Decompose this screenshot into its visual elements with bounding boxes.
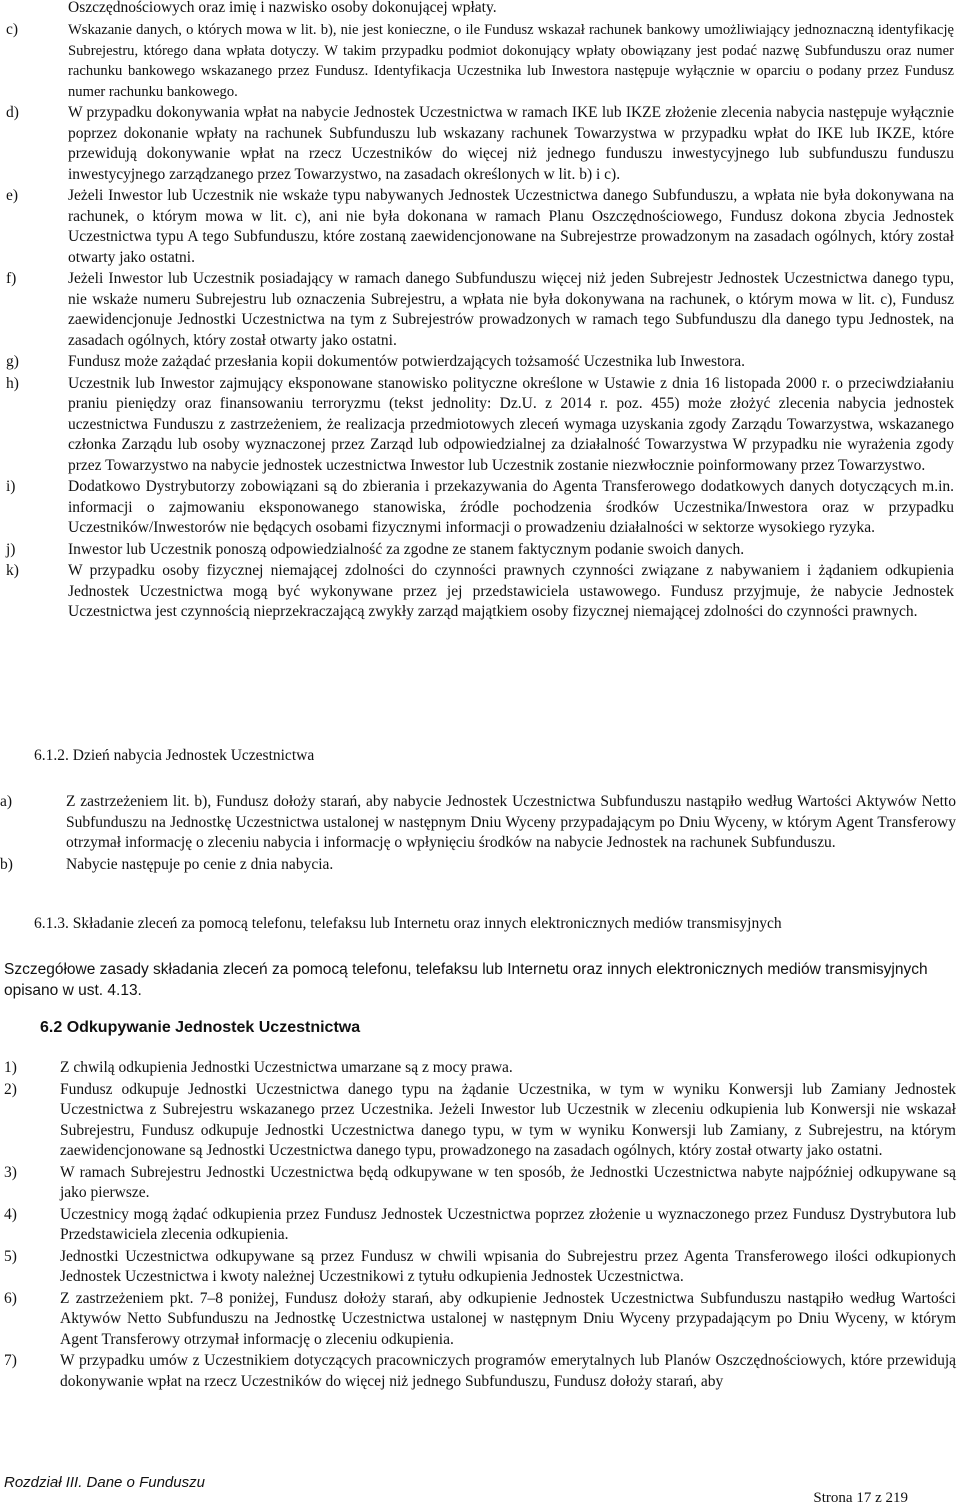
list-item xyxy=(0,1163,960,1204)
paragraph-6-1-3: Szczegółowe zasady składania zleceń za pomocą telefonu, telefaksu lub Internetu oraz innych elektronicznych mediów transmisyjnych opisano w ust. 4.13. xyxy=(4,961,928,999)
list-item-marker: 5) xyxy=(4,1247,17,1265)
heading-6-1-3: 6.1.3. Składanie zleceń za pomocą telefonu, telefaksu lub Internetu oraz innych elektronicznych mediów transmisyjnych xyxy=(34,915,782,932)
list-item-marker: d) xyxy=(6,104,19,121)
list-item xyxy=(0,186,960,268)
list-item xyxy=(0,1205,960,1246)
list-item-text: Inwestor lub Uczestnik ponoszą odpowiedzialność za zgodne ze stanem faktycznym podanie swoich danych. xyxy=(68,540,745,558)
heading-6-2: 6.2 Odkupywanie Jednostek Uczestnictwa xyxy=(40,1019,361,1036)
list-item-text: Jednostki Uczestnictwa odkupywane są przez Fundusz w chwili wpisania do Subrejestru przez Agenta Transferowego ilości odkupionych Jednostek Uczestnictwa i kwoty należnej Uczestnikowi z tytułu odkupienia Jednostek Uczestnictwa. xyxy=(60,1247,956,1285)
list-item-text: W ramach Subrejestru Jednostki Uczestnictwa będą odkupywane w ten sposób, że Jednostki Uczestnictwa nabyte najpóźniej odkupywane są jako pierwsze. xyxy=(60,1163,956,1201)
list-item xyxy=(0,1058,960,1079)
list-item-text: Fundusz odkupuje Jednostki Uczestnictwa danego typu na żądanie Uczestnika, w tym w wyniku Konwersji lub Zamiany Jednostek Uczestnictwa z Subrejestru wskazanego przez Uczestnika. Jeżeli Inwestor lub Uczestnik w zleceniu odkupienia lub Konwersji nie wskazał Subrejestru, Fundusz odkupuje Jednostki Uczestnictwa danego typu, w tym w wyniku Konwersji lub Zamiany, z Subrejestru, na którym zaewidencjonowane są Jednostki Uczestnictwa danego typu, prowadzonego na zasadach ogólnych, który został otwarty jako ostatni. xyxy=(60,1080,956,1159)
list-item-text: W przypadku umów z Uczestnikiem dotyczących pracowniczych programów emerytalnych lub Planów Oszczędnościowych, które przewidują dokonywanie wpłat na rzecz Uczestników do więcej niż jednego Subfunduszu, Fundusz dołoży starań, aby xyxy=(60,1352,956,1390)
list-item xyxy=(0,792,960,854)
list-6-2 xyxy=(0,1058,960,1393)
list-item-text: Wskazanie danych, o których mowa w lit. b), nie jest konieczne, o ile Fundusz wskazał rachunek bankowy umożliwiający jednoznaczną identyfikację Subrejestru, którego dana wpłata dotyczy. W takim przypadku podmiot dokonujący wpłaty obowiązany jest podać nazwę Subfunduszu oraz numer rachunku bankowego wskazanego przez Fundusz. Identyfikacja Uczestnika lub Inwestora następuje wyłącznie w oparciu o podany przez Fundusz numer rachunku bankowego. xyxy=(68,22,954,100)
list-item-marker: c) xyxy=(6,21,19,38)
list-item-text: Z chwilą odkupienia Jednostki Uczestnictwa umarzane są z mocy prawa. xyxy=(60,1059,513,1076)
list-item-text: Uczestnik lub Inwestor zajmujący eksponowane stanowisko polityczne określone w Ustawie z dnia 16 listopada 2000 r. o przeciwdziałaniu praniu pieniędzy oraz finansowaniu terroryzmu (tekst jednolity: Dz.U. z 2014 r. poz. 455) może złożyć zlecenia nabycia jednostek uczestnictwa Funduszu z zastrzeżeniem, że realizacja przedmiotowych zleceń wymaga uzyskania zgody Zarządu Towarzystwa, wskazanego członka Zarządu lub osoby wyznaczonej przez Zarząd lub odpowiedzialnej za działalność Towarzystwa W przypadku nie wyrażenia zgody przez Towarzystwo na nabycie jednostek uczestnictwa Inwestor lub Uczestnik zostanie niezwłocznie poinformowany przez Towarzystwo. xyxy=(68,374,954,474)
list-item xyxy=(0,540,960,561)
list-item xyxy=(0,561,960,623)
list-item-text: Uczestnicy mogą żądać odkupienia przez Fundusz Jednostek Uczestnictwa poprzez złożenie u wyznaczonego przez Fundusz Dystrybutora lub Przedstawiciela zlecenia odkupienia. xyxy=(60,1205,956,1243)
list-item xyxy=(0,855,960,876)
list-item-marker: i) xyxy=(6,478,16,495)
list-item-marker: 4) xyxy=(4,1205,17,1223)
list-item-text: Z zastrzeżeniem pkt. 7–8 poniżej, Fundusz dołoży starań, aby odkupienie Jednostek Uczestnictwa Subfunduszu nastąpiło według Wartości Aktywów Netto Subfunduszu na Jednostkę Uczestnictwa ustalonej w następnym Dniu Wyceny przypadającym po Dniu Wyceny, w którym Agent Transferowy otrzymał informację o zleceniu odkupienia. xyxy=(60,1289,956,1348)
list-item-text: Z zastrzeżeniem lit. b), Fundusz dołoży starań, aby nabycie Jednostek Uczestnictwa Subfunduszu nastąpiło według Wartości Aktywów Netto Subfunduszu na Jednostkę Uczestnictwa ustalonej w następnym Dniu Wyceny przypadającym po Dniu Wyceny, w którym Agent Transferowy otrzymał informację o zleceniu nabycia i informację o wpłynięciu środków na nabycie Jednostek na rachunek Subfunduszu. xyxy=(66,793,956,851)
list-item-marker: g) xyxy=(6,353,19,370)
list-item-marker: e) xyxy=(6,187,19,204)
list-item-marker: j) xyxy=(6,540,16,558)
footer-section-title: Rozdział III. Dane o Funduszu xyxy=(4,1474,205,1491)
list-item-marker: b) xyxy=(0,855,13,873)
list-item-text: Jeżeli Inwestor lub Uczestnik nie wskaże typu nabywanych Jednostek Uczestnictwa danego Subfunduszu, a wpłata nie była dokonywana na rachunek, o którym mowa w lit. c), ani nie była dokonana w ramach Planu Oszczędnościowego, Fundusz dokona zbycia Jednostek Uczestnictwa typu A tego Subfunduszu, które zostaną zaewidencjonowane na Subrejestrze prowadzonym na zasadach ogólnych, który został otwarty jako ostatni. xyxy=(68,187,954,266)
heading-6-1-2: 6.1.2. Dzień nabycia Jednostek Uczestnictwa xyxy=(34,747,315,764)
list-item xyxy=(0,477,960,539)
list-item-marker: h) xyxy=(6,374,19,392)
list-lettered-top xyxy=(0,20,960,624)
list-item-text: Dodatkowo Dystrybutorzy zobowiązani są do zbierania i przekazywania do Agenta Transferowego dodatkowych danych dotyczących m.in. informacji o zajmowaniu eksponowanego stanowiska, źródle pochodzenia środków Uczestnika/Inwestora oraz w przypadku Uczestników/Inwestorów nie będących osobami fizycznymi informacji o prowadzeniu działalności w sektorze wysokiego ryzyka. xyxy=(68,478,954,536)
list-item-marker: 6) xyxy=(4,1289,17,1307)
list-item-text: W przypadku dokonywania wpłat na nabycie Jednostek Uczestnictwa w ramach IKE lub IKZE złożenie zlecenia nabycia następuje wyłącznie poprzez dokonanie wpłaty na rachunek Subfunduszu lub wskazany rachunek Towarzystwa w przypadku wpłat do IKE lub IKZE, które przewidują dokonywanie wpłat na rzecz Uczestników do więcej niż jednego funduszu inwestycyjnego lub subfunduszu funduszu inwestycyjnego zarządzanego przez Towarzystwo, na zasadach określonych w lit. b) i c). xyxy=(68,104,954,183)
list-item-marker: f) xyxy=(6,270,17,287)
list-item-marker: 3) xyxy=(4,1163,17,1181)
list-item-text: Jeżeli Inwestor lub Uczestnik posiadający w ramach danego Subfunduszu więcej niż jeden Subrejestr Jednostek Uczestnictwa danego typu, nie wskaże numeru Subrejestru lub oznaczenia Subrejestru, a wpłata nie była dokonywana na rachunek, o którym mowa w lit. c), Fundusz zaewidencjonuje Jednostki Uczestnictwa na tym z Subrejestrów prowadzonych w ramach tego Subfunduszu dla danego typu Jednostek, na zasadach ogólnych, który został otwarty jako ostatni. xyxy=(68,270,954,349)
list-item-marker: 7) xyxy=(4,1352,17,1369)
list-6-1-2 xyxy=(0,792,960,876)
list-item-text: Nabycie następuje po cenie z dnia nabycia. xyxy=(66,855,334,873)
list-item xyxy=(0,20,960,102)
list-item-text: W przypadku osoby fizycznej niemającej zdolności do czynności prawnych czynności związane z nabywaniem i żądaniem odkupienia Jednostek Uczestnictwa mogą być wykonywane przez jej przedstawiciela ustawowego. Fundusz przyjmuje, że nabycie Jednostek Uczestnictwa jest czynnością nieprzekraczającą zwykły zarząd majątkiem osoby fizycznej niemającej zdolności do czynności prawnych. xyxy=(68,562,954,620)
list-item xyxy=(0,103,960,185)
list-item xyxy=(0,1247,960,1288)
list-item xyxy=(0,352,960,373)
list-item-marker: k) xyxy=(6,562,19,579)
list-item xyxy=(0,1351,960,1392)
list-item-marker: 2) xyxy=(4,1080,17,1098)
list-item-marker: a) xyxy=(0,793,13,810)
list-item-marker: 1) xyxy=(4,1059,17,1076)
continuation-line: Oszczędnościowych oraz imię i nazwisko osoby dokonującej wpłaty. xyxy=(68,0,497,16)
list-item xyxy=(0,374,960,477)
footer-page-number: Strona 17 z 219 xyxy=(813,1490,908,1506)
list-item-text: Fundusz może zażądać przesłania kopii dokumentów potwierdzających tożsamość Uczestnika lub Inwestora. xyxy=(68,353,746,370)
list-item xyxy=(0,1080,960,1162)
list-item xyxy=(0,1289,960,1351)
list-item xyxy=(0,269,960,351)
